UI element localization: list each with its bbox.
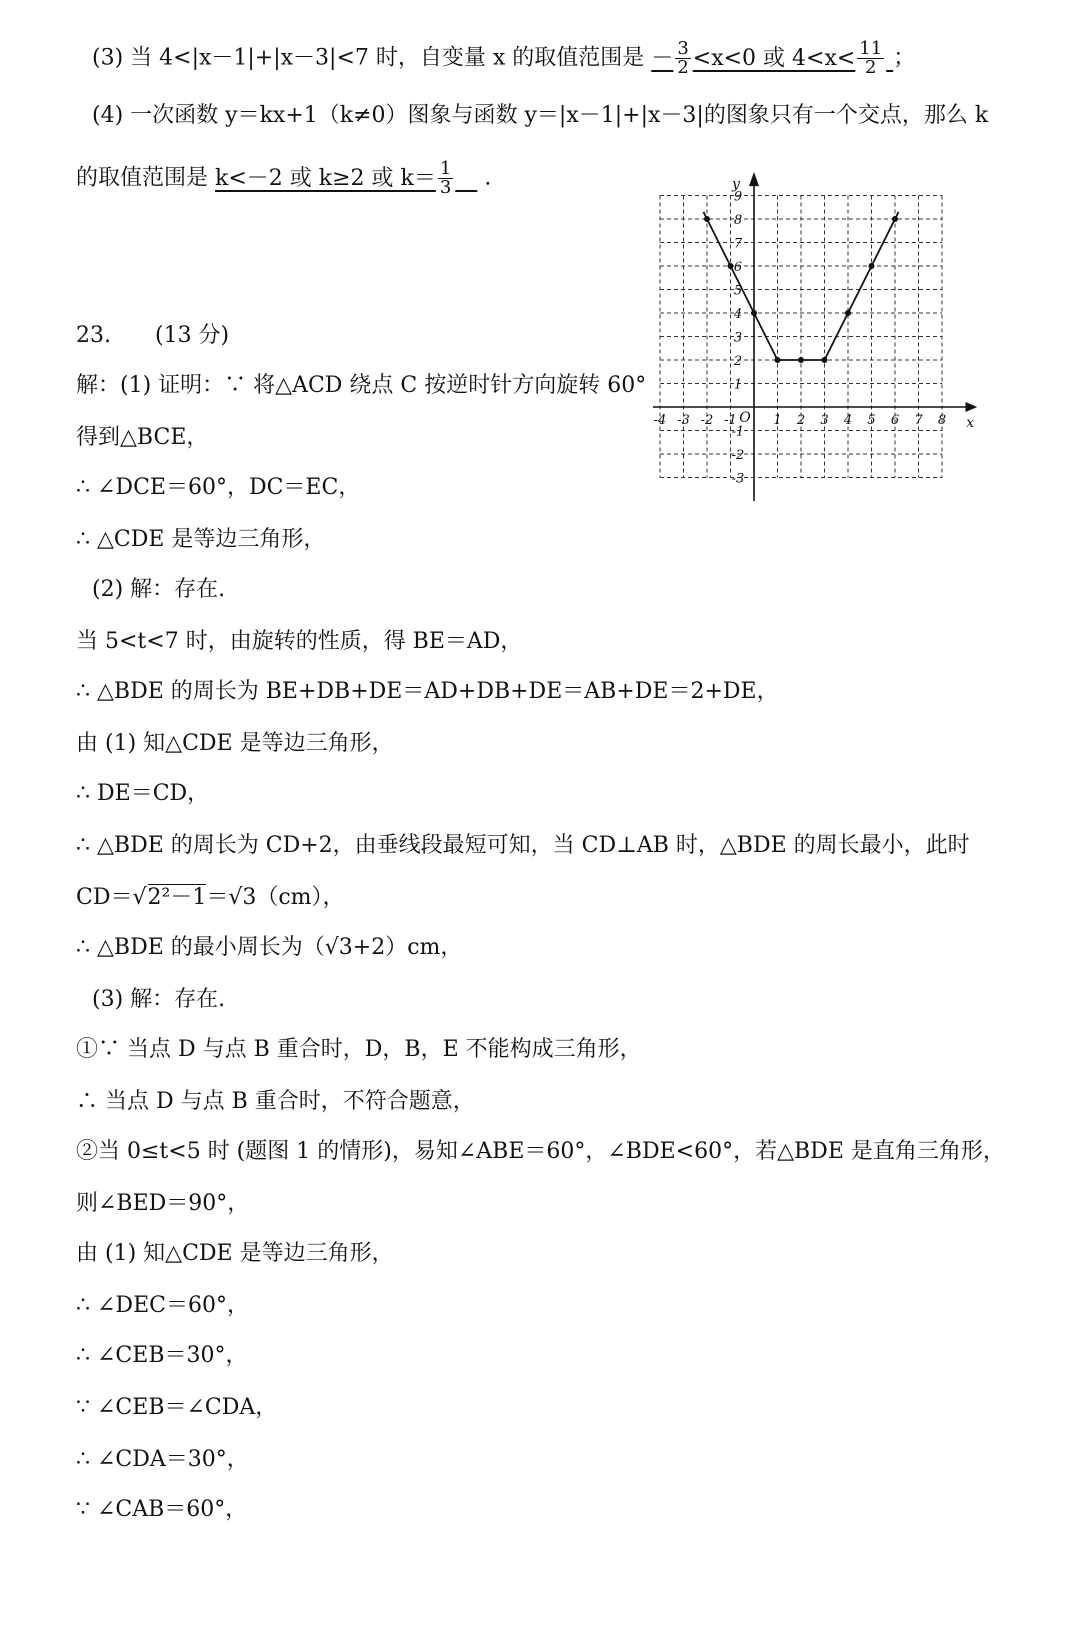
solution-line: 当 5<t<7 时，由旋转的性质，得 BE＝AD， [76, 629, 523, 654]
q3-answer [651, 38, 893, 78]
data-point [704, 216, 710, 222]
x-axis-arrow [966, 402, 978, 412]
solution-line: ∴ DE＝CD， [76, 781, 210, 806]
solution-line: 则∠BED＝90°， [76, 1191, 250, 1216]
y-tick-label: 5 [733, 283, 743, 299]
question-3-line [92, 40, 915, 77]
q3-answer-mid: <x<0 或 4<x< [692, 45, 856, 71]
data-point [869, 263, 875, 269]
x-tick-label: 8 [937, 413, 947, 428]
solution-line: ∴ ∠CEB＝30°， [76, 1343, 248, 1368]
data-point [798, 357, 804, 363]
q4-frac-den: 3 [439, 177, 452, 198]
solution-line: ∴ ∠DCE＝60°，DC＝EC， [76, 475, 361, 500]
solution-line: ∴ ∠DEC＝60°， [76, 1293, 249, 1318]
q4-frac-num: 1 [439, 158, 452, 179]
solution-line: ∵ ∠CAB＝60°， [76, 1497, 248, 1522]
x-axis-label: x [966, 415, 975, 431]
data-point [775, 357, 781, 363]
solution-line: ①∵ 当点 D 与点 B 重合时，D，B，E 不能构成三角形， [76, 1037, 642, 1062]
x-tick-label: 7 [914, 413, 923, 428]
question-4-line1: (4) 一次函数 y＝kx+1（k≠0）图象与函数 y＝|x－1|+|x－3|的图象只有一个交点，那么 k [92, 103, 989, 128]
cd-prefix: CD＝ [76, 885, 133, 910]
y-axis-label: y [732, 176, 740, 193]
solution-line: 由 (1) 知△CDE 是等边三角形， [76, 731, 394, 756]
q3-frac1-den: 2 [677, 57, 689, 78]
origin-label: O [739, 410, 751, 426]
cd-formula-line: CD＝√2²－1＝√3（cm）， [76, 885, 345, 910]
solution-line: (3) 解：存在. [92, 987, 226, 1012]
x-tick-label: 3 [820, 413, 829, 428]
solution-line: ②当 0≤t<5 时 (题图 1 的情形)，易知∠ABE＝60°，∠BDE<60°，若△BDE 是直角三角形， [76, 1139, 1005, 1164]
data-point [751, 310, 757, 316]
q3-frac2-den: 2 [865, 57, 877, 78]
x-tick-label: -1 [724, 413, 737, 428]
solution-line: ∴ 当点 D 与点 B 重合时，不符合题意， [76, 1089, 475, 1114]
y-tick-label: 1 [733, 377, 743, 393]
solution-line: ∴ △BDE 的周长为 BE+DB+DE＝AD+DB+DE＝AB+DE＝2+DE， [76, 679, 779, 704]
x-tick-label: 2 [796, 413, 806, 428]
y-tick-label: 8 [733, 213, 743, 228]
q4-answer [215, 158, 477, 198]
x-tick-label: 5 [867, 413, 876, 428]
q4-prefix: 的取值范围是 [76, 165, 209, 191]
x-tick-label: -3 [677, 413, 690, 428]
data-point [822, 357, 828, 363]
cd-sqrt: 2²－1 [147, 885, 207, 910]
solution-line: ∵ ∠CEB＝∠CDA， [76, 1395, 278, 1420]
y-tick-label: 3 [733, 330, 743, 346]
x-tick-label: 1 [773, 413, 782, 428]
y-tick-label: 6 [733, 260, 743, 275]
q3-frac2-num: 11 [859, 38, 883, 59]
y-tick-label: -1 [731, 424, 745, 440]
q3-frac2 [857, 40, 884, 77]
q3-frac1 [675, 40, 690, 77]
q4-answer-text: k<－2 或 k≥2 或 k＝ [215, 165, 436, 191]
q3-frac1-num: 3 [677, 38, 689, 59]
data-point [845, 310, 851, 316]
x-tick-label: -4 [653, 413, 667, 428]
q4-frac [438, 160, 453, 197]
solution-line: (2) 解：存在. [92, 577, 226, 602]
y-axis-arrow [749, 172, 759, 186]
question-4-line2 [76, 160, 491, 197]
solution-line: ∴ △CDE 是等边三角形， [76, 527, 326, 552]
y-tick-label: 4 [733, 307, 743, 322]
solution-line: ∴ ∠CDA＝30°， [76, 1447, 249, 1472]
q3-suffix: ； [893, 45, 916, 71]
min-perimeter-line: ∴ △BDE 的最小周长为（√3+2）cm， [76, 935, 463, 960]
cd-result: ＝√3（cm）， [206, 885, 345, 910]
solution-line: 得到△BCE， [76, 425, 209, 450]
q4-suffix: . [484, 165, 492, 191]
x-tick-label: 6 [890, 413, 900, 428]
x-tick-label: -2 [700, 413, 714, 428]
function-graph [640, 165, 980, 505]
solution-line: 由 (1) 知△CDE 是等边三角形， [76, 1241, 394, 1266]
y-tick-label: 7 [733, 236, 743, 252]
q23-header: 23. (13 分) [76, 323, 230, 348]
q3-prefix: (3) 当 4<|x－1|+|x－3|<7 时，自变量 x 的取值范围是 [92, 45, 645, 71]
x-tick-label: 4 [843, 413, 853, 428]
data-point [728, 263, 734, 269]
y-tick-label: 9 [733, 189, 743, 205]
solution-line: 解：(1) 证明：∵ 将△ACD 绕点 C 按逆时针方向旋转 60° [76, 373, 647, 398]
q3-answer-minus: － [651, 45, 674, 71]
y-tick-label: 2 [733, 354, 743, 369]
data-point [892, 216, 898, 222]
y-tick-label: -3 [731, 471, 745, 487]
solution-line: ∴ △BDE 的周长为 CD+2，由垂线段最短可知，当 CD⊥AB 时，△BDE 的周长最小，此时 [76, 833, 970, 858]
y-tick-label: -2 [731, 448, 745, 463]
